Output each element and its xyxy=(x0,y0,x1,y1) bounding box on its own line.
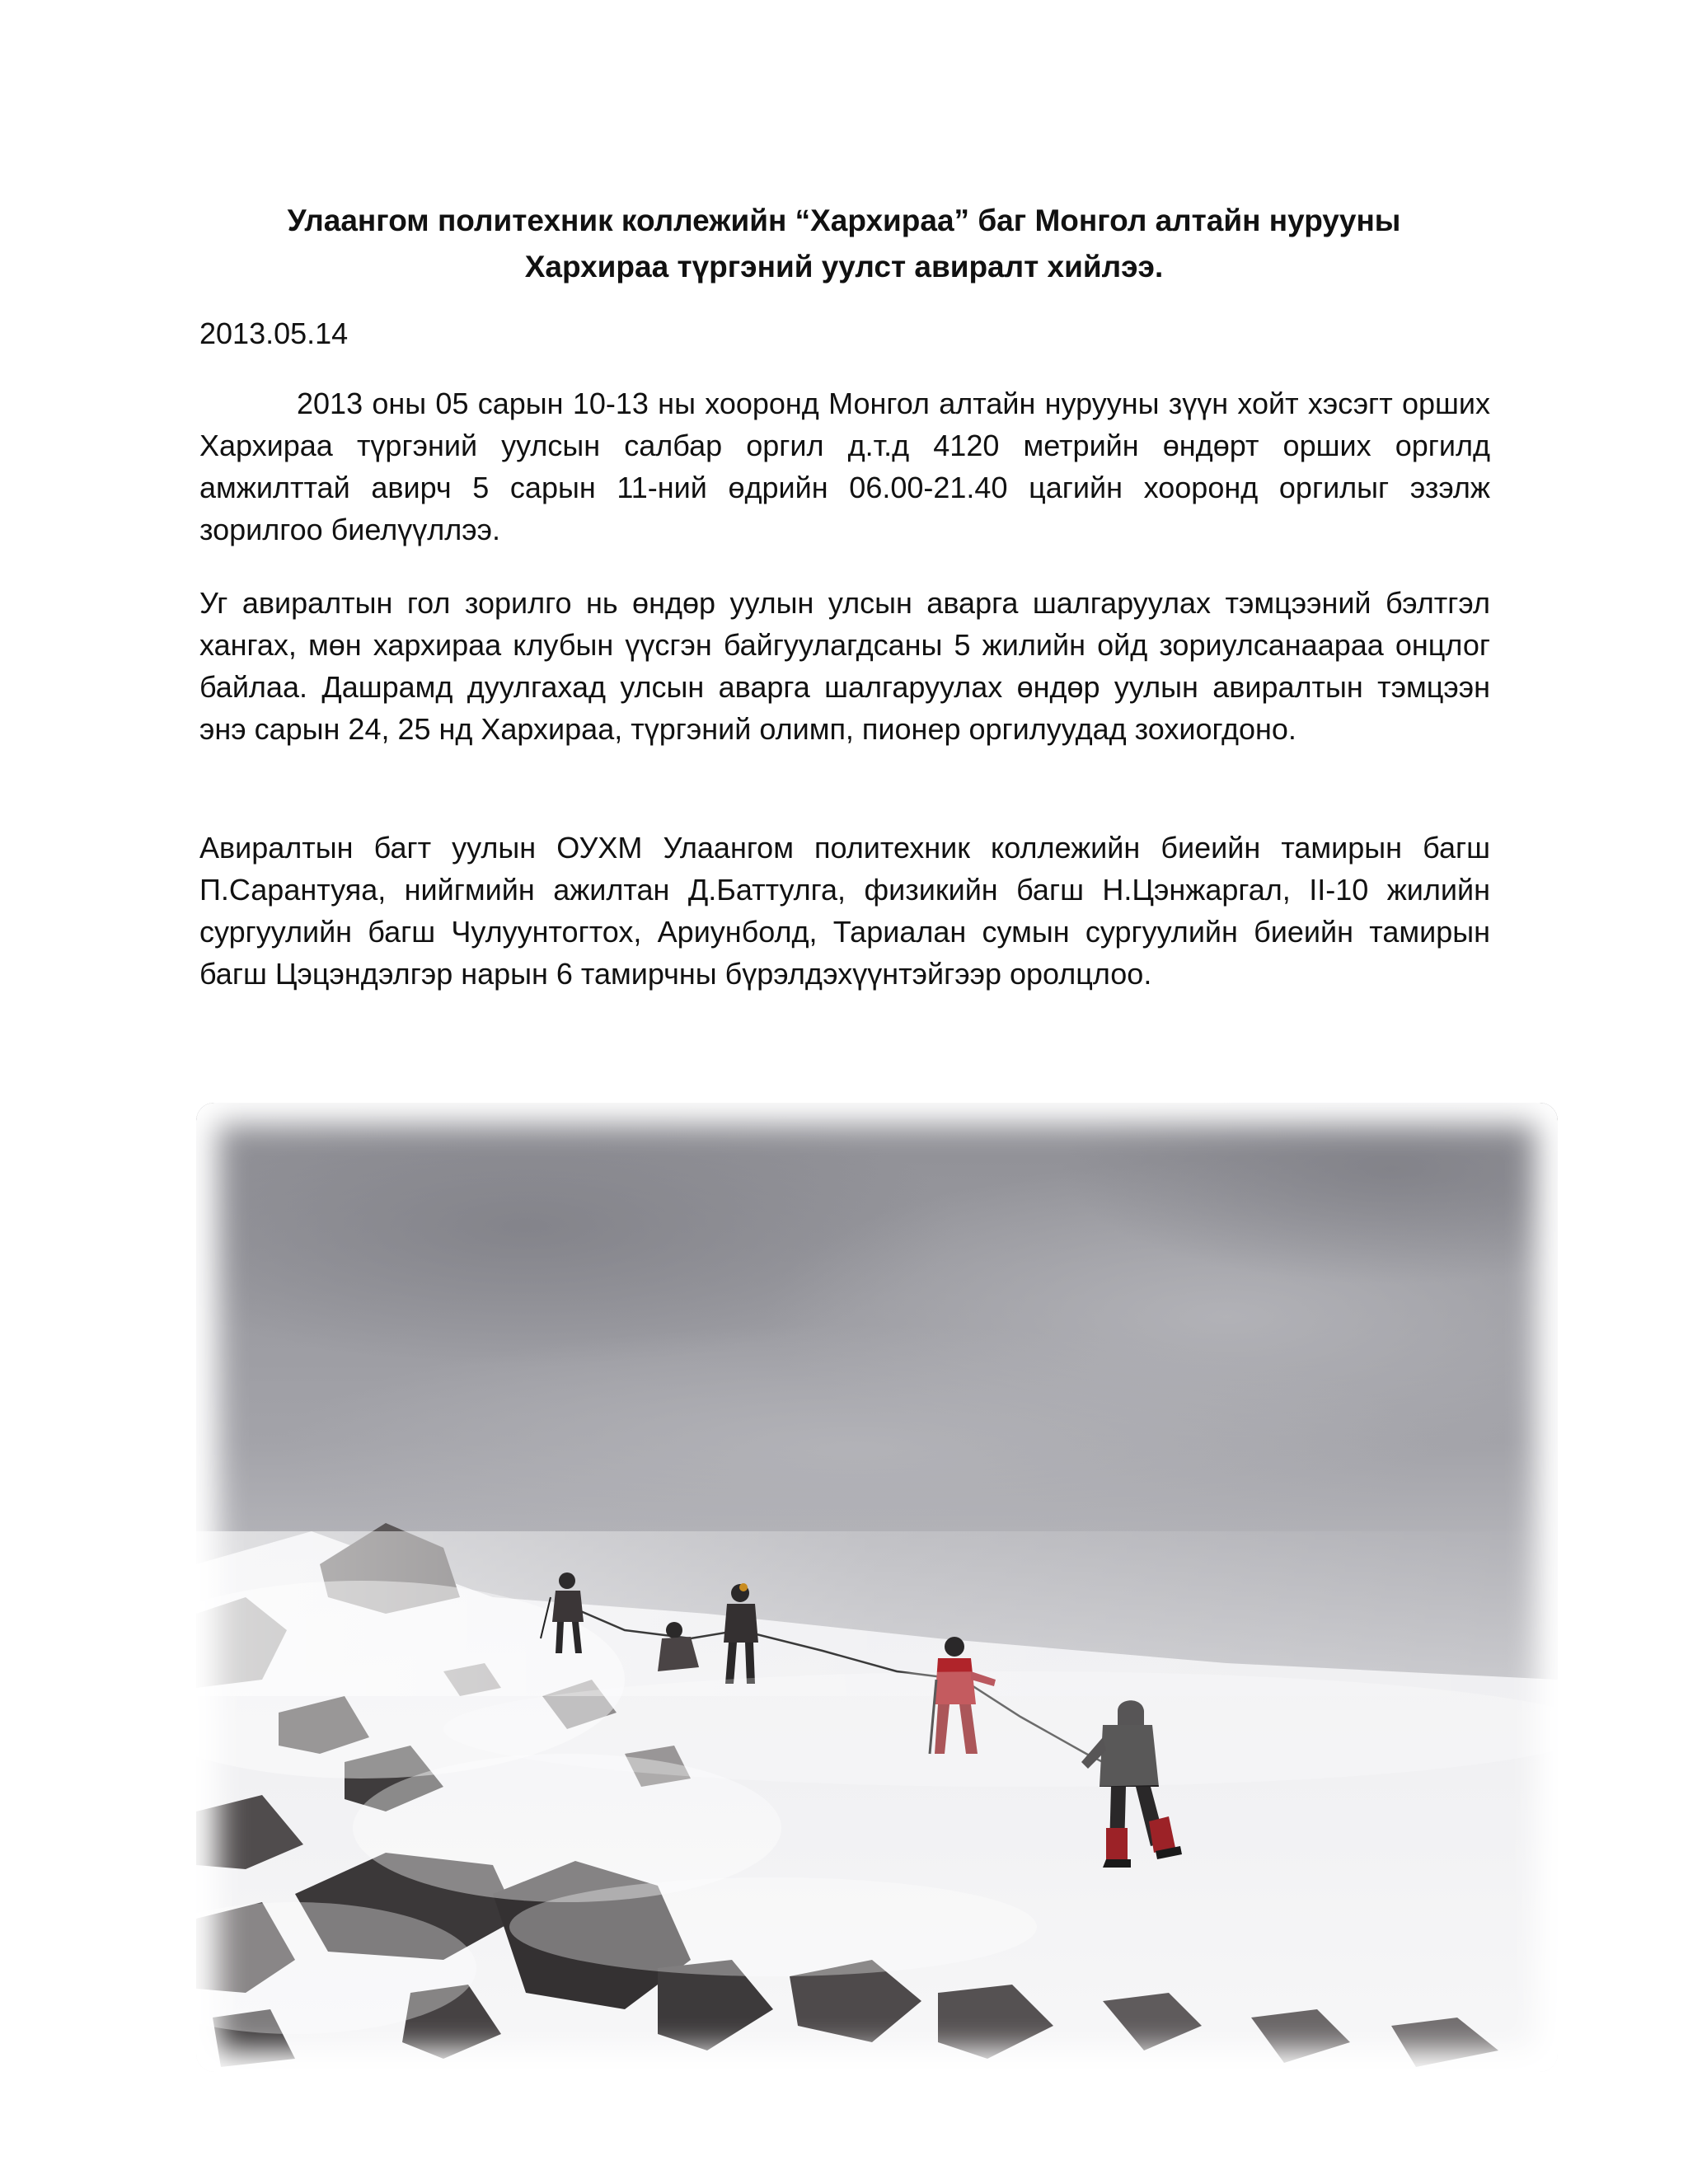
expedition-photo xyxy=(196,1103,1558,2072)
title-line-1: Улаангом политехник коллежийн “Хархираа” баг Монгол алтайн нурууны xyxy=(287,204,1401,237)
article-date: 2013.05.14 xyxy=(199,316,349,350)
paragraph-2: Уг авиралтын гол зорилго нь өндөр уулын улсын аварга шалгаруулах тэмцээний бэлтгэл хангах, мөн хархираа клубын үүсгэн байгуулагдсаны 5 жилийн ойд зориулсанаараа онцлог байлаа. Дашрамд дуулгахад улсын аварга шалгаруулах өндөр уулын авиралтын тэмцээн энэ сарын 24, 25 нд Хархираа, түргэний олимп, пионер оргилуудад зохиогдоно. xyxy=(199,586,1490,746)
title-line-2: Хархираа түргэний уулст авиралт хийлээ. xyxy=(524,250,1164,284)
paragraph-3: Авиралтын багт уулын ОУХМ Улаангом политехник коллежийн биеийн тамирын багш П.Сарантуяа, нийгмийн ажилтан Д.Баттулга, физикийн багш Н.Цэнжаргал, II-10 жилийн сургуулийн багш Чулуунтогтох, Ариунболд, Тариалан сумын сургуулийн биеийн тамирын багш Цэцэндэлгэр нарын 6 тамирчны бүрэлдэхүүнтэйгээр оролцлоо. xyxy=(199,831,1490,991)
paragraph-1: 2013 оны 05 сарын 10-13 ны хооронд Монгол алтайн нурууны зүүн хойт хэсэгт орших Хархираа түргэний уулсын салбар оргил д.т.д 4120 метрийн өндөрт орших оргилд амжилттай авирч 5 сарын 11-ний өдрийн 06.00-21.40 цагийн хооронд оргилыг эзэлж зорилгоо биелүүллээ. xyxy=(199,387,1490,546)
article-title xyxy=(198,198,1490,290)
